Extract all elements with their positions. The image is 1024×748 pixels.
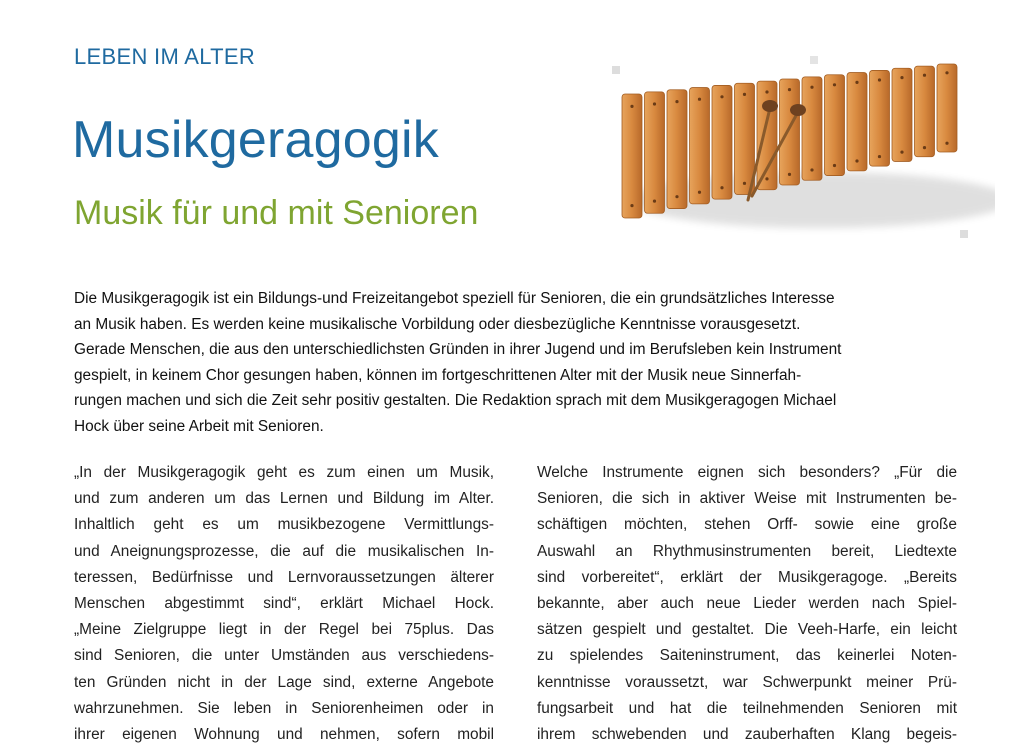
text-line: ten Gründen nicht in der Lage sind, externe Angebote <box>74 673 494 691</box>
xylophone-bar <box>645 92 665 213</box>
xylophone-bar <box>915 66 935 157</box>
lead-line: Gerade Menschen, die aus den unterschiedlichsten Gründen in ihrer Jugend und im Berufsleben kein Instrument <box>74 341 842 359</box>
text-line: kenntnisse voraussetzt, war Schwerpunkt meiner Prü- <box>537 673 957 691</box>
body-column-left <box>74 460 494 748</box>
xylophone-bar <box>892 68 912 161</box>
page-title: Musikgeragogik <box>72 111 439 169</box>
xylophone-bar <box>802 77 822 180</box>
text-line: und Aneignungsprozesse, die auf die musikalischen In- <box>74 542 494 560</box>
lead-paragraph <box>74 286 954 440</box>
text-line: Auswahl an Rhythmusinstrumenten bereit, Liedtexte <box>537 542 957 560</box>
text-line: ihrer eigenen Wohnung und nehmen, sofern mobil <box>74 726 494 744</box>
text-line: teressen, Bedürfnisse und Lernvoraussetzungen älterer <box>74 568 494 586</box>
lead-line: an Musik haben. Es werden keine musikalische Vorbildung oder diesbezügliche Kenntnisse vorausgesetzt. <box>74 315 801 333</box>
lead-line: Hock über seine Arbeit mit Senioren. <box>74 417 324 435</box>
xylophone-photo <box>600 50 995 250</box>
text-line: Inhaltlich geht es um musikbezogene Vermittlungs- <box>74 516 494 534</box>
text-line: „Meine Zielgruppe liegt in der Regel bei 75plus. Das <box>74 621 494 639</box>
text-line: schäftigen möchten, stehen Orff- sowie eine große <box>537 516 957 534</box>
xylophone-bar <box>690 88 710 204</box>
text-line: sätzen gespielt und gestaltet. Die Veeh-Harfe, ein leicht <box>537 621 957 639</box>
text-line: wahrzunehmen. Sie leben in Seniorenheimen oder in <box>74 699 494 717</box>
text-line: und zum anderen um das Lernen und Bildung im Alter. <box>74 490 494 508</box>
text-line: Menschen abgestimmt sind“, erklärt Michael Hock. <box>74 595 494 613</box>
xylophone-bar <box>870 70 890 166</box>
text-line: Senioren, die sich in aktiver Weise mit Instrumenten be- <box>537 490 957 508</box>
xylophone-bar <box>622 94 642 218</box>
text-line: Welche Instrumente eignen sich besonders? „Für die <box>537 464 957 481</box>
text-line: sind vorbereitet“, erklärt der Musikgeragoge. „Bereits <box>537 568 957 586</box>
xylophone-bar <box>712 85 732 199</box>
text-line: sind Senioren, die unter Umständen aus verschiedens- <box>74 647 494 665</box>
body-column-right <box>537 460 957 748</box>
xylophone-bar <box>937 64 957 152</box>
xylophone-bar <box>780 79 800 185</box>
text-line: bekannte, aber auch neue Lieder werden nach Spiel- <box>537 595 957 613</box>
text-line: „In der Musikgeragogik geht es zum einen um Musik, <box>74 464 494 481</box>
page-subtitle: Musik für und mit Senioren <box>74 194 479 232</box>
xylophone-bar <box>825 75 845 176</box>
section-label: LEBEN IM ALTER <box>74 44 256 69</box>
lead-line: Die Musikgeragogik ist ein Bildungs-und Freizeitangebot speziell für Senioren, die ein grundsätzliches Interesse <box>74 290 835 307</box>
text-line: fungsarbeit und hat die teilnehmenden Senioren mit <box>537 699 957 717</box>
xylophone-bar <box>757 81 777 190</box>
lead-line: gespielt, in keinem Chor gesungen haben, können im fortgeschrittenen Alter mit der Musik neue Sinnerfah- <box>74 366 802 384</box>
text-line: zu spielendes Saiteninstrument, das keinerlei Noten- <box>537 647 957 665</box>
xylophone-bar <box>847 73 867 171</box>
xylophone-bar <box>667 90 687 209</box>
lead-line: rungen machen und sich die Zeit sehr positiv gestalten. Die Redaktion sprach mit dem Musikgeragogen Michael <box>74 392 837 410</box>
text-line: ihrem schwebenden und zauberhaften Klang begeis- <box>537 726 957 744</box>
xylophone-bar <box>735 83 755 194</box>
